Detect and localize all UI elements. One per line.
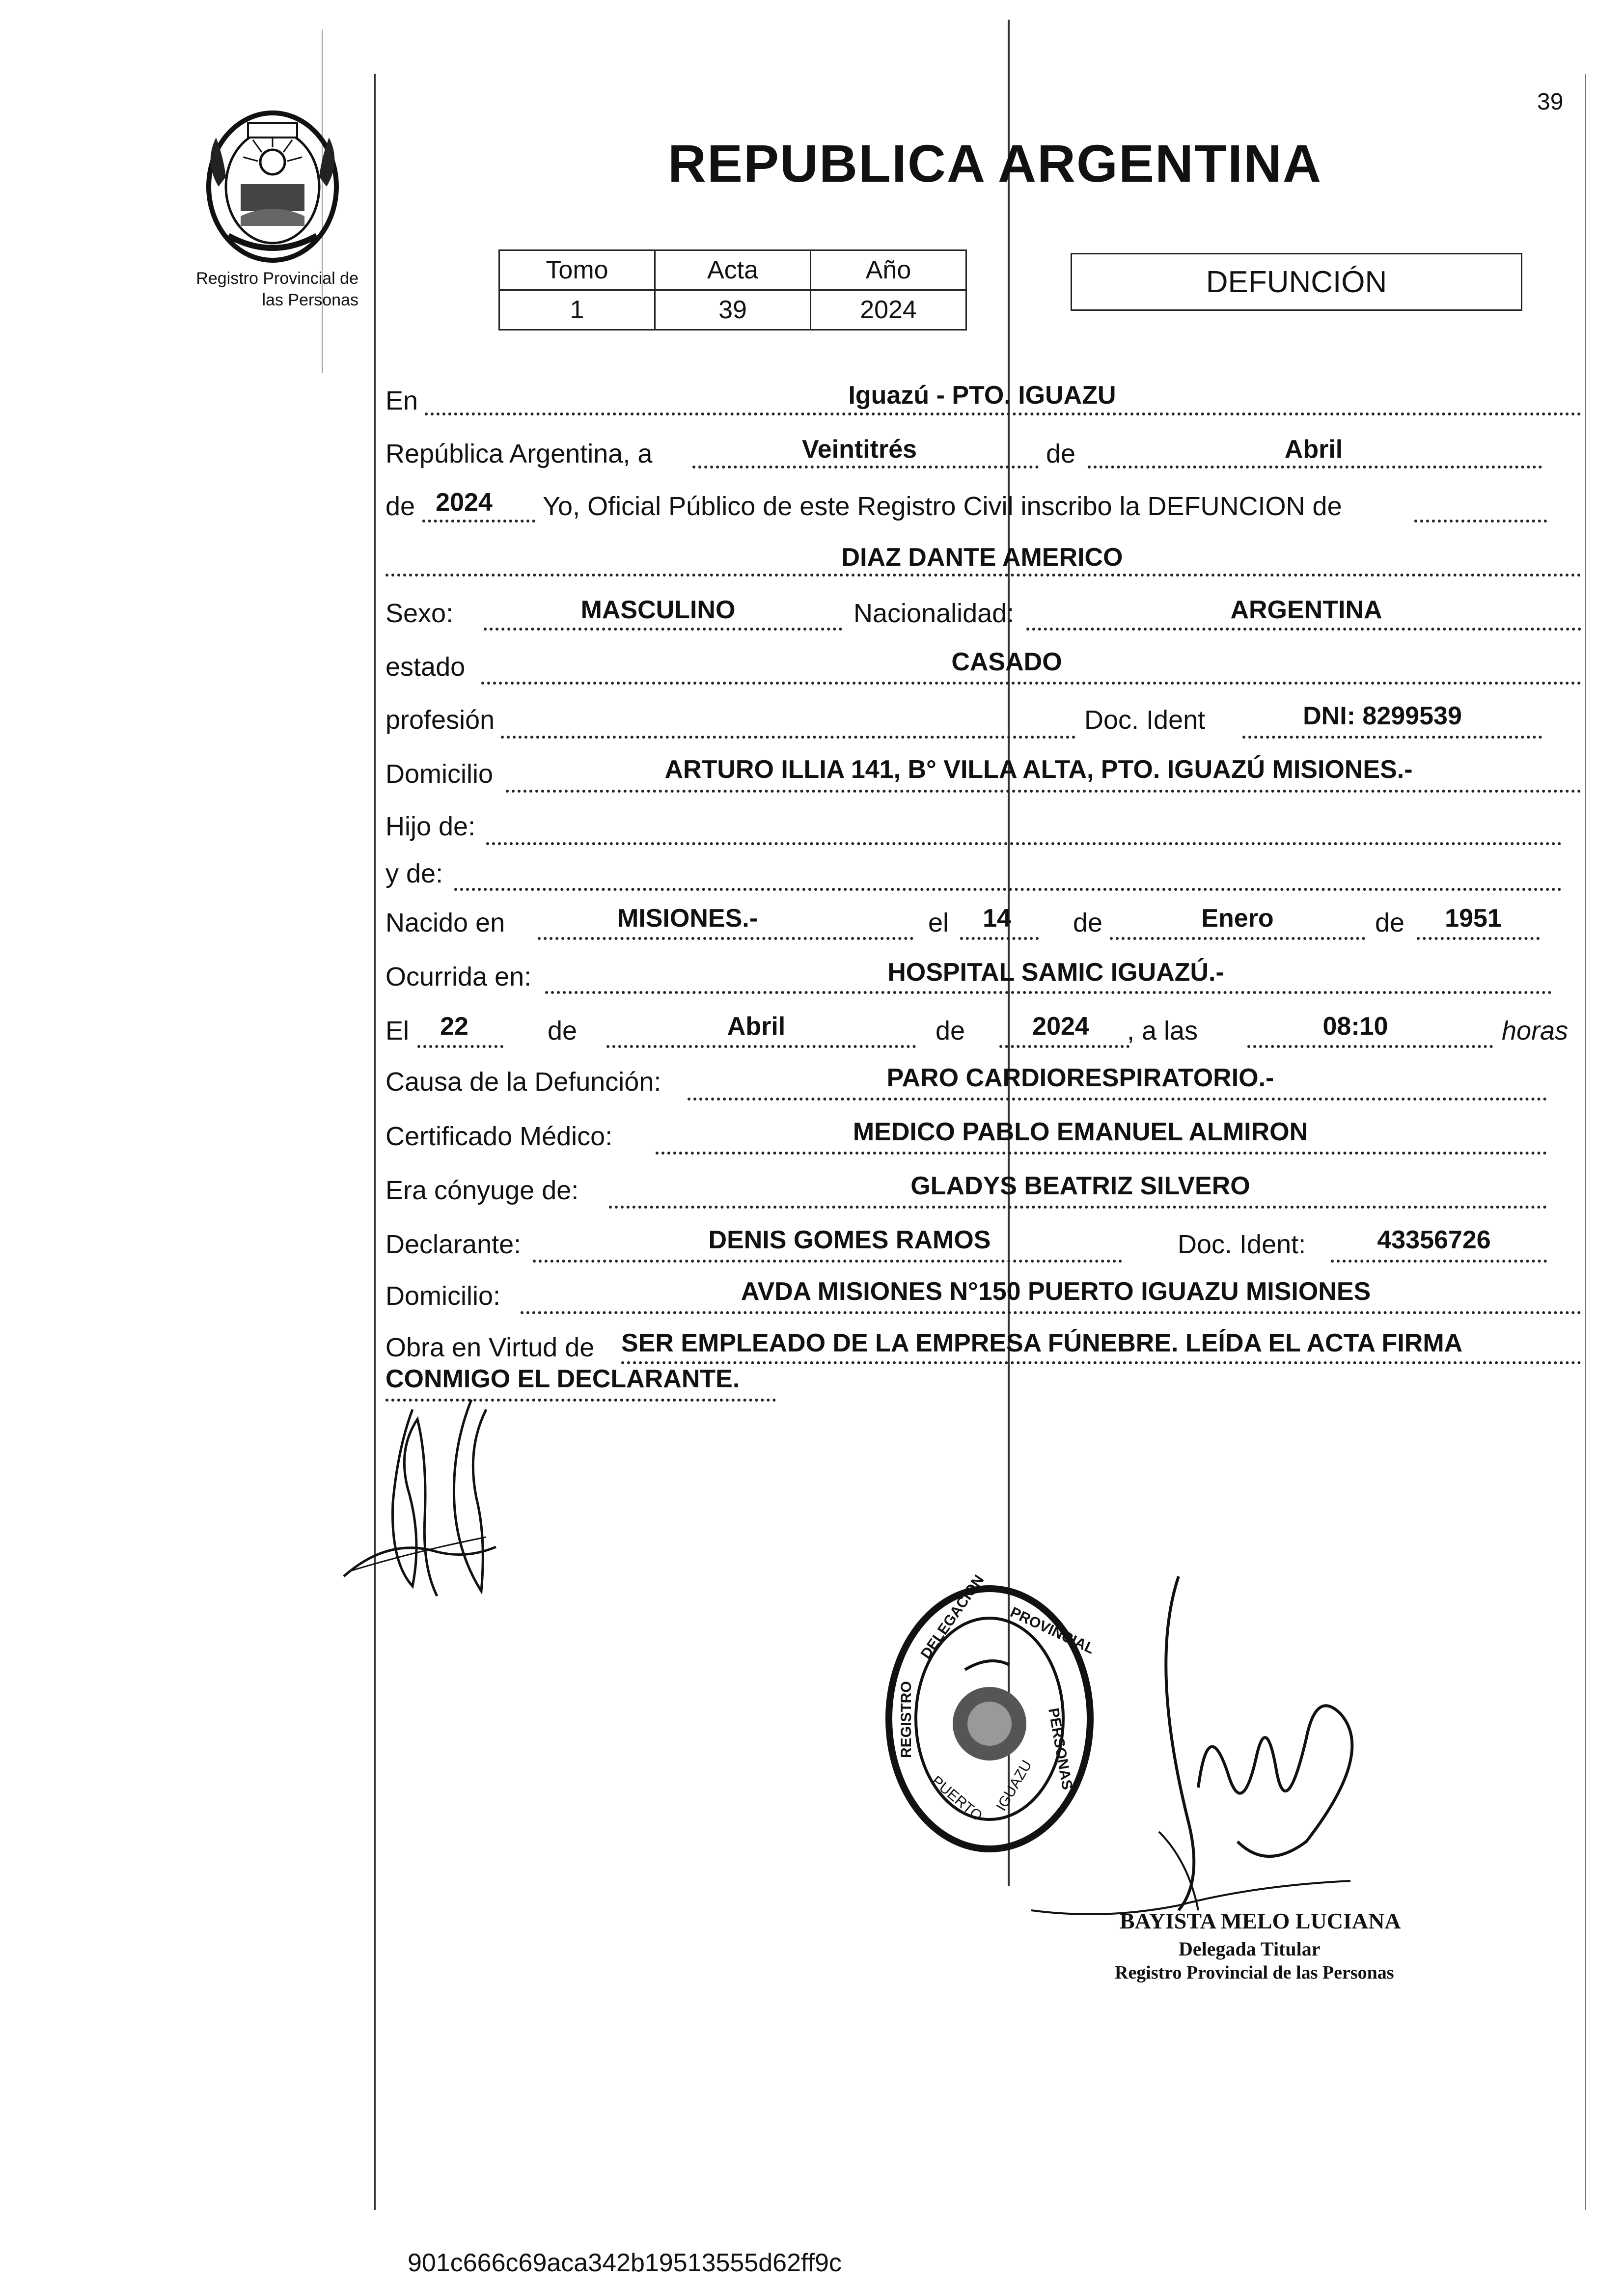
svg-text:IGUAZU: IGUAZU [993,1757,1035,1814]
causa-dotted-line [688,1098,1547,1101]
misiones-seal-icon [189,103,361,265]
ocurrida-value: HOSPITAL SAMIC IGUAZÚ.- [887,958,1224,987]
yo-text: Yo, Oficial Público de este Registro Civil inscribo la DEFUNCION de [543,492,1342,521]
year-value: 2024 [436,488,493,517]
svg-text:DELEGACION: DELEGACION [917,1572,988,1662]
el-label: el [928,908,949,937]
hijo-label: Hijo de: [385,812,476,841]
death-year-value: 2024 [1032,1012,1089,1041]
record-table-header-row [499,250,966,290]
nacionalidad-label: Nacionalidad: [853,599,1015,628]
sexo-value: MASCULINO [580,596,736,624]
cert-label: Certificado Médico: [385,1122,613,1151]
el2-label: El [385,1016,410,1046]
name-dotted-line [385,574,1581,577]
acta-value: 39 [655,290,811,330]
en-label: En [385,386,418,415]
death-day-value: 22 [440,1012,468,1041]
death-month-value: Abril [727,1012,786,1041]
de2-label: de [385,492,415,521]
year-dotted-line [422,520,535,523]
doc2-value: 43356726 [1377,1226,1491,1254]
doc-dotted-line [1242,736,1542,739]
estado-dotted-line [481,682,1581,685]
yo-dotted-line [1414,520,1547,523]
birth-month-dotted-line [1110,937,1365,940]
deceased-name-value: DIAZ DANTE AMERICO [841,543,1123,572]
record-type-box: DEFUNCIÓN [1071,253,1522,311]
doc-label: Doc. Ident [1084,705,1206,735]
sexo-label: Sexo: [385,599,454,628]
domicilio2-value: AVDA MISIONES N°150 PUERTO IGUAZU MISIONES [741,1277,1371,1306]
yde-dotted-line [454,888,1562,891]
month-value: Abril [1284,435,1343,464]
page-title: REPUBLICA ARGENTINA [668,134,1322,193]
cert-dotted-line [656,1152,1547,1155]
svg-text:REGISTRO: REGISTRO [898,1681,914,1758]
month-dotted-line [1088,466,1542,468]
obra-dotted-line1 [621,1361,1581,1364]
doc2-dotted-line [1331,1260,1547,1263]
nacionalidad-value: ARGENTINA [1230,596,1382,624]
svg-text:PERSONAS: PERSONAS [1045,1707,1075,1791]
declarant-signature [339,1390,584,1635]
nacido-value: MISIONES.- [617,904,758,933]
birth-month-value: Enero [1201,904,1274,933]
nacionalidad-dotted-line [1026,628,1581,631]
ocurrida-label: Ocurrida en: [385,962,532,992]
obra-value-line2: CONMIGO EL DECLARANTE. [385,1365,740,1393]
doc2-label: Doc. Ident: [1178,1230,1306,1259]
acta-header: Acta [655,250,811,290]
svg-text:PUERTO: PUERTO [928,1773,986,1825]
doc-value: DNI: 8299539 [1303,702,1462,730]
right-margin-line [1585,74,1586,2210]
death-month-dotted-line [606,1045,916,1048]
death-time-value: 08:10 [1322,1012,1388,1041]
document-hash: 901c666c69aca342b19513555d62ff9c [408,2249,842,2277]
day-dotted-line [692,466,1039,468]
cert-value: MEDICO PABLO EMANUEL ALMIRON [853,1118,1308,1146]
tomo-value: 1 [499,290,655,330]
conyuge-label: Era cónyuge de: [385,1176,579,1205]
registry-label-line1: Registro Provincial de [196,269,358,288]
sexo-dotted-line [484,628,842,631]
page-number: 39 [1537,89,1564,115]
left-margin-line [374,74,376,2210]
en-value: Iguazú - PTO. IGUAZU [848,381,1116,410]
obra-value-line1: SER EMPLEADO DE LA EMPRESA FÚNEBRE. LEÍDA EL ACTA FIRMA [621,1329,1463,1357]
registry-label-line2: las Personas [262,291,358,309]
birth-year-value: 1951 [1445,904,1502,933]
record-table [498,249,967,331]
de6-label: de [936,1016,965,1046]
declarante-label: Declarante: [385,1230,522,1259]
svg-text:PROVINCIAL: PROVINCIAL [1008,1604,1097,1657]
anio-header: Año [811,250,966,290]
declarante-value: DENIS GOMES RAMOS [708,1226,991,1254]
provincial-seal [189,103,361,265]
anio-value: 2024 [811,290,966,330]
nacido-dotted-line [538,937,913,940]
birth-year-dotted-line [1417,937,1540,940]
official-signature [1031,1567,1375,1935]
profesion-dotted-line [501,736,1075,739]
nacido-label: Nacido en [385,908,505,937]
domicilio2-dotted-line [521,1311,1581,1314]
rep-label: República Argentina, a [385,439,653,468]
official-name: BAYISTA MELO LUCIANA [1120,1908,1401,1933]
official-role: Delegada Titular [1179,1938,1321,1960]
death-year-dotted-line [999,1045,1129,1048]
alas-label: , a las [1127,1016,1198,1046]
day-words-value: Veintitrés [801,435,917,464]
hijo-dotted-line [486,842,1562,845]
domicilio-value: ARTURO ILLIA 141, B° VILLA ALTA, PTO. IGUAZÚ MISIONES.- [664,755,1413,784]
horas-label: horas [1502,1016,1569,1046]
domicilio-dotted-line [506,790,1581,793]
de3-label: de [1073,908,1103,937]
conyuge-dotted-line [609,1206,1547,1209]
birth-day-value: 14 [983,904,1011,933]
causa-label: Causa de la Defunción: [385,1067,661,1097]
de5-label: de [548,1016,578,1046]
yde-label: y de: [385,859,443,888]
estado-value: CASADO [951,648,1062,676]
causa-value: PARO CARDIORESPIRATORIO.- [886,1064,1274,1092]
profesion-label: profesión [385,705,495,735]
de1-label: de [1046,439,1076,468]
birth-day-dotted-line [960,937,1039,940]
declarante-dotted-line [533,1260,1122,1263]
domicilio2-label: Domicilio: [385,1281,501,1311]
death-day-dotted-line [417,1045,503,1048]
estado-label: estado [385,652,466,682]
en-dotted-line [425,413,1581,415]
ocurrida-dotted-line [545,991,1552,994]
conyuge-value: GLADYS BEATRIZ SILVERO [910,1172,1250,1200]
obra-label: Obra en Virtud de [385,1333,595,1362]
official-office: Registro Provincial de las Personas [1115,1962,1394,1983]
de4-label: de [1375,908,1405,937]
record-table-value-row [499,290,966,330]
death-time-dotted-line [1247,1045,1493,1048]
registry-label [147,268,358,311]
tomo-header: Tomo [499,250,655,290]
domicilio-label: Domicilio [385,759,494,789]
